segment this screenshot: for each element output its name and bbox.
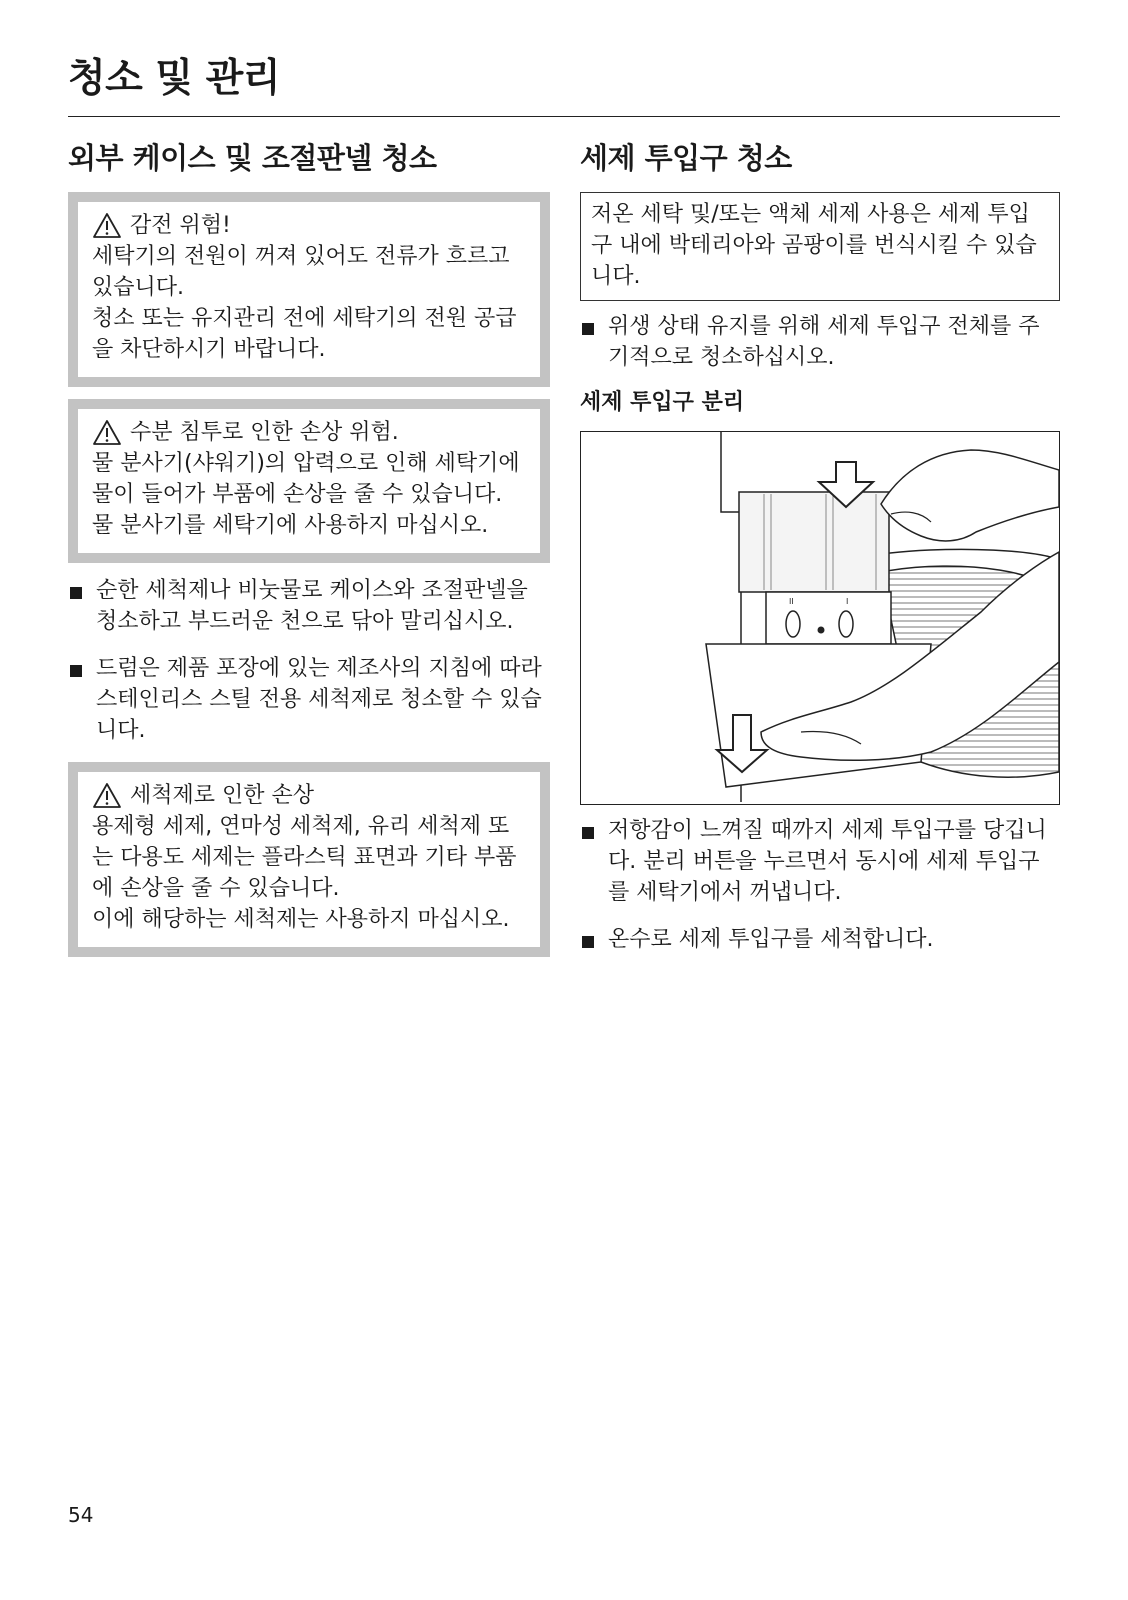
dispenser-removal-illustration <box>580 431 1060 805</box>
warning-text: 이에 해당하는 세척제는 사용하지 마십시오. <box>92 906 510 932</box>
dispenser-compartments <box>739 492 889 592</box>
compartment-mark-2: II <box>789 597 794 607</box>
exterior-cleaning-steps <box>68 575 550 746</box>
bullet-square-icon <box>70 665 82 677</box>
warning-triangle-icon <box>92 782 122 809</box>
warning-triangle-icon <box>92 419 122 446</box>
list-item-text: 온수로 세제 투입구를 세척합니다. <box>608 927 934 953</box>
list-item-text: 저항감이 느껴질 때까지 세제 투입구를 당깁니다. 분리 버튼을 누르면서 동시에 세제 투입구를 세탁기에서 꺼냅니다. <box>608 818 1047 906</box>
warning-title: 세척제로 인한 손상 <box>130 782 315 808</box>
dispenser-hygiene-list <box>580 311 1060 373</box>
bullet-square-icon <box>70 587 82 599</box>
list-item <box>580 815 1060 908</box>
left-column <box>68 140 550 969</box>
subheading-remove-dispenser: 세제 투입구 분리 <box>580 389 745 415</box>
list-item <box>68 575 550 637</box>
warning-text: 청소 또는 유지관리 전에 세탁기의 전원 공급을 차단하시기 바랍니다. <box>92 305 517 362</box>
warning-box-cleaner-damage <box>68 762 550 957</box>
dispenser-removal-steps <box>580 815 1060 955</box>
list-item-text: 드럼은 제품 포장에 있는 제조사의 지침에 따라 스테인리스 스틸 전용 세척제로 청소할 수 있습니다. <box>96 655 542 743</box>
warning-box-electric-shock <box>68 192 550 387</box>
page-title: 청소 및 관리 <box>68 56 281 101</box>
right-column <box>580 140 1060 971</box>
hygiene-note-box <box>580 192 1060 301</box>
list-item-text: 순한 세척제나 비눗물로 케이스와 조절판넬을 청소하고 부드러운 천으로 닦아 말리십시오. <box>96 577 528 634</box>
list-item <box>68 653 550 746</box>
section-heading-dispenser-cleaning: 세제 투입구 청소 <box>580 141 792 175</box>
note-text: 저온 세탁 및/또는 액체 세제 사용은 세제 투입구 내에 박테리아와 곰팡이를 번식시킬 수 있습니다. <box>591 201 1037 289</box>
bullet-square-icon <box>582 323 594 335</box>
title-divider <box>68 116 1060 117</box>
bullet-square-icon <box>582 827 594 839</box>
warning-text: 물 분사기를 세탁기에 사용하지 마십시오. <box>92 512 489 538</box>
dispenser-front-panel <box>766 592 891 644</box>
warning-title: 감전 위험! <box>130 212 231 238</box>
warning-title: 수분 침투로 인한 손상 위험. <box>130 419 399 445</box>
list-item-text: 위생 상태 유지를 위해 세제 투입구 전체를 주기적으로 청소하십시오. <box>608 313 1040 370</box>
warning-text: 물 분사기(샤워기)의 압력으로 인해 세탁기에 물이 들어가 부품에 손상을 줄 수 있습니다. <box>92 450 520 507</box>
bullet-square-icon <box>582 936 594 948</box>
warning-text: 용제형 세제, 연마성 세척제, 유리 세척제 또는 다용도 세제는 플라스틱 표면과 기타 부품에 손상을 줄 수 있습니다. <box>92 813 517 901</box>
list-item <box>580 311 1060 373</box>
hand-top <box>881 450 1059 541</box>
warning-triangle-icon <box>92 212 122 239</box>
compartment-mark-1: I <box>846 597 849 607</box>
list-item <box>580 924 1060 955</box>
page-number: 54 <box>68 1503 94 1527</box>
section-heading-exterior-cleaning: 외부 케이스 및 조절판넬 청소 <box>68 141 437 175</box>
warning-box-water-damage <box>68 399 550 563</box>
warning-text: 세탁기의 전원이 꺼져 있어도 전류가 흐르고 있습니다. <box>92 243 510 300</box>
